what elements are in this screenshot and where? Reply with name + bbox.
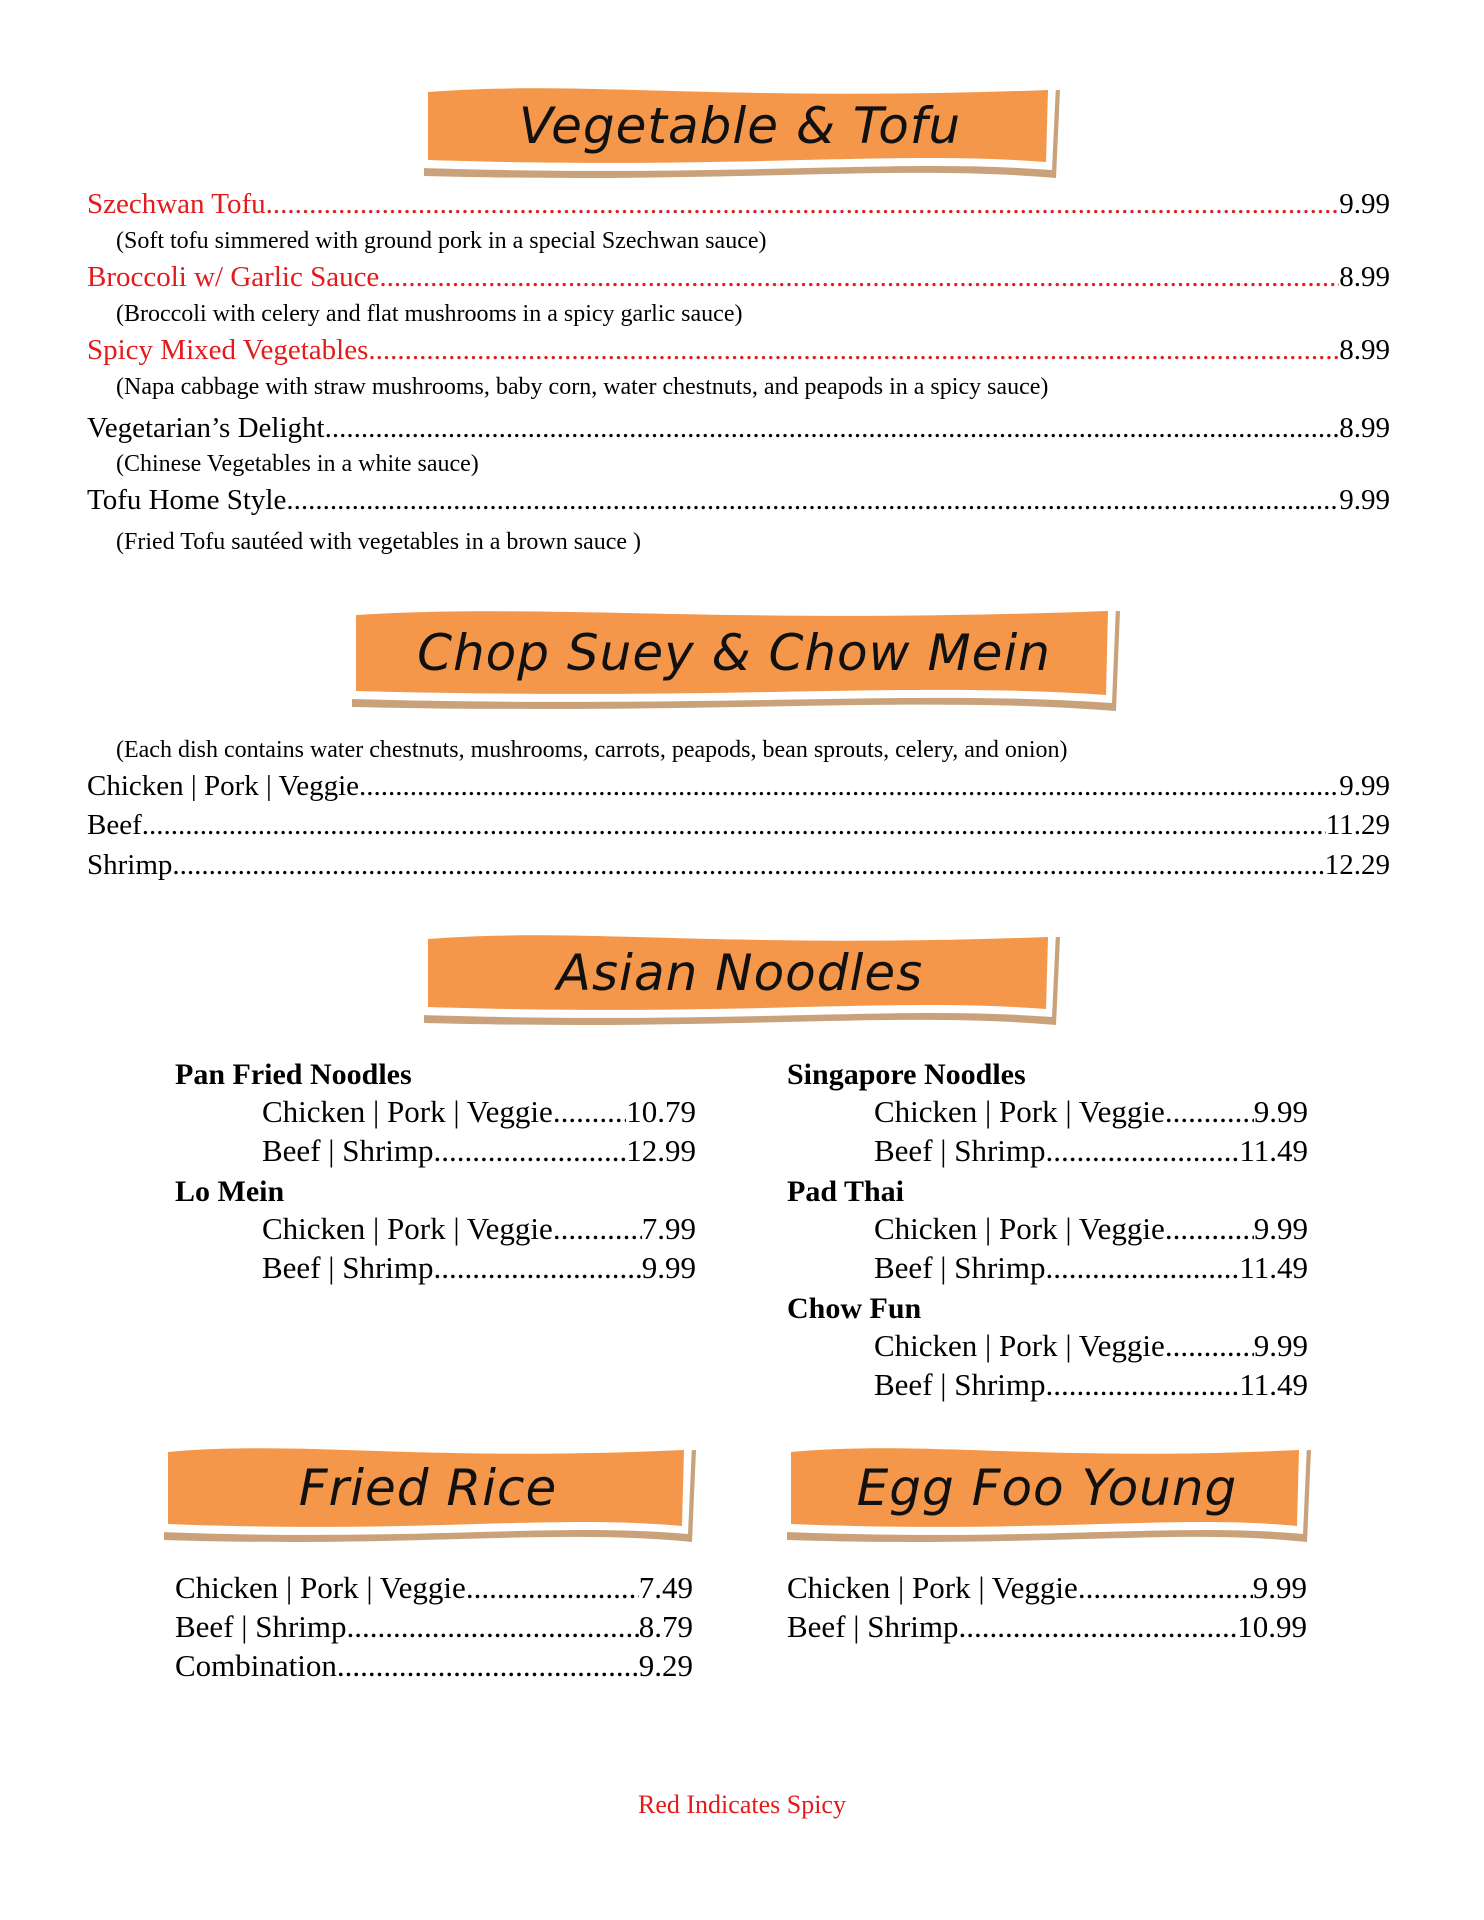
menu-item-egg-foo-young: [787, 1570, 1307, 1606]
menu-item-fried-rice: [175, 1570, 693, 1606]
item-name: Beef: [87, 809, 142, 841]
leader-dots: [379, 260, 1339, 294]
leader-dots: [466, 1570, 639, 1606]
item-description: (Napa cabbage with straw mushrooms, baby corn, water chestnuts, and peapods in a spicy sauce): [116, 374, 1049, 400]
dish-pad-thai: Pad Thai: [787, 1175, 904, 1208]
option-price: 11.49: [1239, 1133, 1308, 1168]
option-row: [874, 1211, 1308, 1247]
item-price: 8.99: [1339, 334, 1390, 366]
item-description: (Broccoli with celery and flat mushrooms in a spicy garlic sauce): [116, 301, 743, 327]
option-row: [262, 1211, 696, 1247]
menu-item-fried-rice: [175, 1609, 693, 1645]
leader-dots: [1165, 1211, 1254, 1247]
option-name: Chicken | Pork | Veggie: [874, 1211, 1165, 1246]
option-price: 9.99: [1253, 1094, 1308, 1129]
item-name: Szechwan Tofu: [87, 188, 266, 220]
item-price: 8.79: [638, 1609, 693, 1644]
item-price: 9.99: [1339, 188, 1390, 220]
menu-item-szechwan-tofu: [87, 187, 1390, 221]
banner-chop-suey: [348, 603, 1120, 713]
banner-vegetable-tofu: [420, 80, 1060, 180]
dish-chow-fun: Chow Fun: [787, 1292, 922, 1325]
item-price: 9.29: [638, 1648, 693, 1683]
option-price: 11.49: [1239, 1250, 1308, 1285]
option-row: [262, 1133, 696, 1169]
leader-dots: [142, 808, 1326, 842]
leader-dots: [359, 769, 1339, 803]
menu-item-spicy-mixed-vegetables: [87, 333, 1390, 367]
section-title: Asian Noodles: [556, 944, 924, 1002]
option-name: Chicken | Pork | Veggie: [262, 1094, 553, 1129]
option-price: 9.99: [1253, 1328, 1308, 1363]
banner-egg-foo-young: [783, 1440, 1311, 1544]
menu-item-tofu-home-style: [87, 483, 1390, 517]
menu-item-egg-foo-young: [787, 1609, 1307, 1645]
item-name: Spicy Mixed Vegetables: [87, 334, 369, 366]
leader-dots: [1046, 1367, 1240, 1403]
option-name: Beef | Shrimp: [262, 1133, 434, 1168]
item-price: 12.29: [1324, 849, 1390, 881]
option-name: Beef | Shrimp: [874, 1133, 1046, 1168]
menu-item-chop-suey-chicken: [87, 769, 1390, 803]
option-price: 10.79: [626, 1094, 696, 1129]
option-row: [874, 1133, 1308, 1169]
leader-dots: [286, 483, 1339, 517]
leader-dots: [553, 1094, 626, 1130]
option-row: [874, 1250, 1308, 1286]
leader-dots: [434, 1250, 642, 1286]
menu-item-vegetarians-delight: [87, 411, 1390, 445]
leader-dots: [325, 411, 1340, 445]
leader-dots: [553, 1211, 642, 1247]
leader-dots: [1078, 1570, 1253, 1606]
item-name: Chicken | Pork | Veggie: [87, 770, 360, 802]
option-price: 9.99: [1253, 1211, 1308, 1246]
item-name: Vegetarian’s Delight: [87, 412, 325, 444]
dish-lo-mein: Lo Mein: [175, 1175, 285, 1208]
leader-dots: [1165, 1094, 1254, 1130]
menu-item-fried-rice: [175, 1648, 693, 1684]
option-name: Chicken | Pork | Veggie: [874, 1328, 1165, 1363]
leader-dots: [266, 187, 1340, 221]
option-name: Chicken | Pork | Veggie: [874, 1094, 1165, 1129]
leader-dots: [337, 1648, 639, 1684]
item-name: Shrimp: [87, 849, 173, 881]
option-row: [262, 1094, 696, 1130]
leader-dots: [1046, 1133, 1240, 1169]
item-price: 9.99: [1252, 1570, 1307, 1605]
leader-dots: [1165, 1328, 1254, 1364]
leader-dots: [434, 1133, 627, 1169]
banner-asian-noodles: [420, 927, 1060, 1027]
item-price: 10.99: [1237, 1609, 1307, 1644]
section-title: Fried Rice: [298, 1459, 558, 1517]
option-row: [874, 1094, 1308, 1130]
item-description: (Fried Tofu sautéed with vegetables in a brown sauce ): [116, 529, 642, 555]
item-name: Broccoli w/ Garlic Sauce: [87, 261, 380, 293]
option-price: 12.99: [626, 1133, 696, 1168]
option-row: [874, 1328, 1308, 1364]
option-price: 11.49: [1239, 1367, 1308, 1402]
section-title: Vegetable & Tofu: [518, 97, 962, 155]
option-name: Beef | Shrimp: [874, 1250, 1046, 1285]
menu-item-chop-suey-beef: [87, 808, 1390, 842]
item-description: (Soft tofu simmered with ground pork in a special Szechwan sauce): [116, 228, 767, 254]
option-price: 9.99: [641, 1250, 696, 1285]
item-price: 8.99: [1339, 412, 1390, 444]
option-name: Beef | Shrimp: [874, 1367, 1046, 1402]
item-price: 9.99: [1339, 770, 1390, 802]
item-price: 9.99: [1339, 484, 1390, 516]
item-name: Beef | Shrimp: [787, 1609, 959, 1644]
section-title: Egg Foo Young: [856, 1459, 1238, 1517]
leader-dots: [172, 848, 1324, 882]
section-note: (Each dish contains water chestnuts, mushrooms, carrots, peapods, bean sprouts, celery, and onion): [116, 737, 1068, 763]
dish-pan-fried-noodles: Pan Fried Noodles: [175, 1058, 412, 1091]
item-price: 8.99: [1339, 261, 1390, 293]
item-description: (Chinese Vegetables in a white sauce): [116, 451, 479, 477]
dish-singapore-noodles: Singapore Noodles: [787, 1058, 1026, 1091]
leader-dots: [368, 333, 1339, 367]
banner-fried-rice: [160, 1440, 696, 1544]
leader-dots: [1046, 1250, 1240, 1286]
menu-item-chop-suey-shrimp: [87, 848, 1390, 882]
spicy-legend: Red Indicates Spicy: [638, 1790, 846, 1819]
leader-dots: [347, 1609, 639, 1645]
option-row: [262, 1250, 696, 1286]
item-price: 7.49: [638, 1570, 693, 1605]
item-name: Beef | Shrimp: [175, 1609, 347, 1644]
option-name: Beef | Shrimp: [262, 1250, 434, 1285]
section-title: Chop Suey & Chow Mein: [417, 624, 1051, 682]
item-name: Chicken | Pork | Veggie: [175, 1570, 466, 1605]
leader-dots: [959, 1609, 1238, 1645]
item-price: 11.29: [1325, 809, 1390, 841]
item-name: Tofu Home Style: [87, 484, 287, 516]
option-row: [874, 1367, 1308, 1403]
option-name: Chicken | Pork | Veggie: [262, 1211, 553, 1246]
menu-item-broccoli-garlic: [87, 260, 1390, 294]
item-name: Combination: [175, 1648, 337, 1683]
option-price: 7.99: [641, 1211, 696, 1246]
item-name: Chicken | Pork | Veggie: [787, 1570, 1078, 1605]
